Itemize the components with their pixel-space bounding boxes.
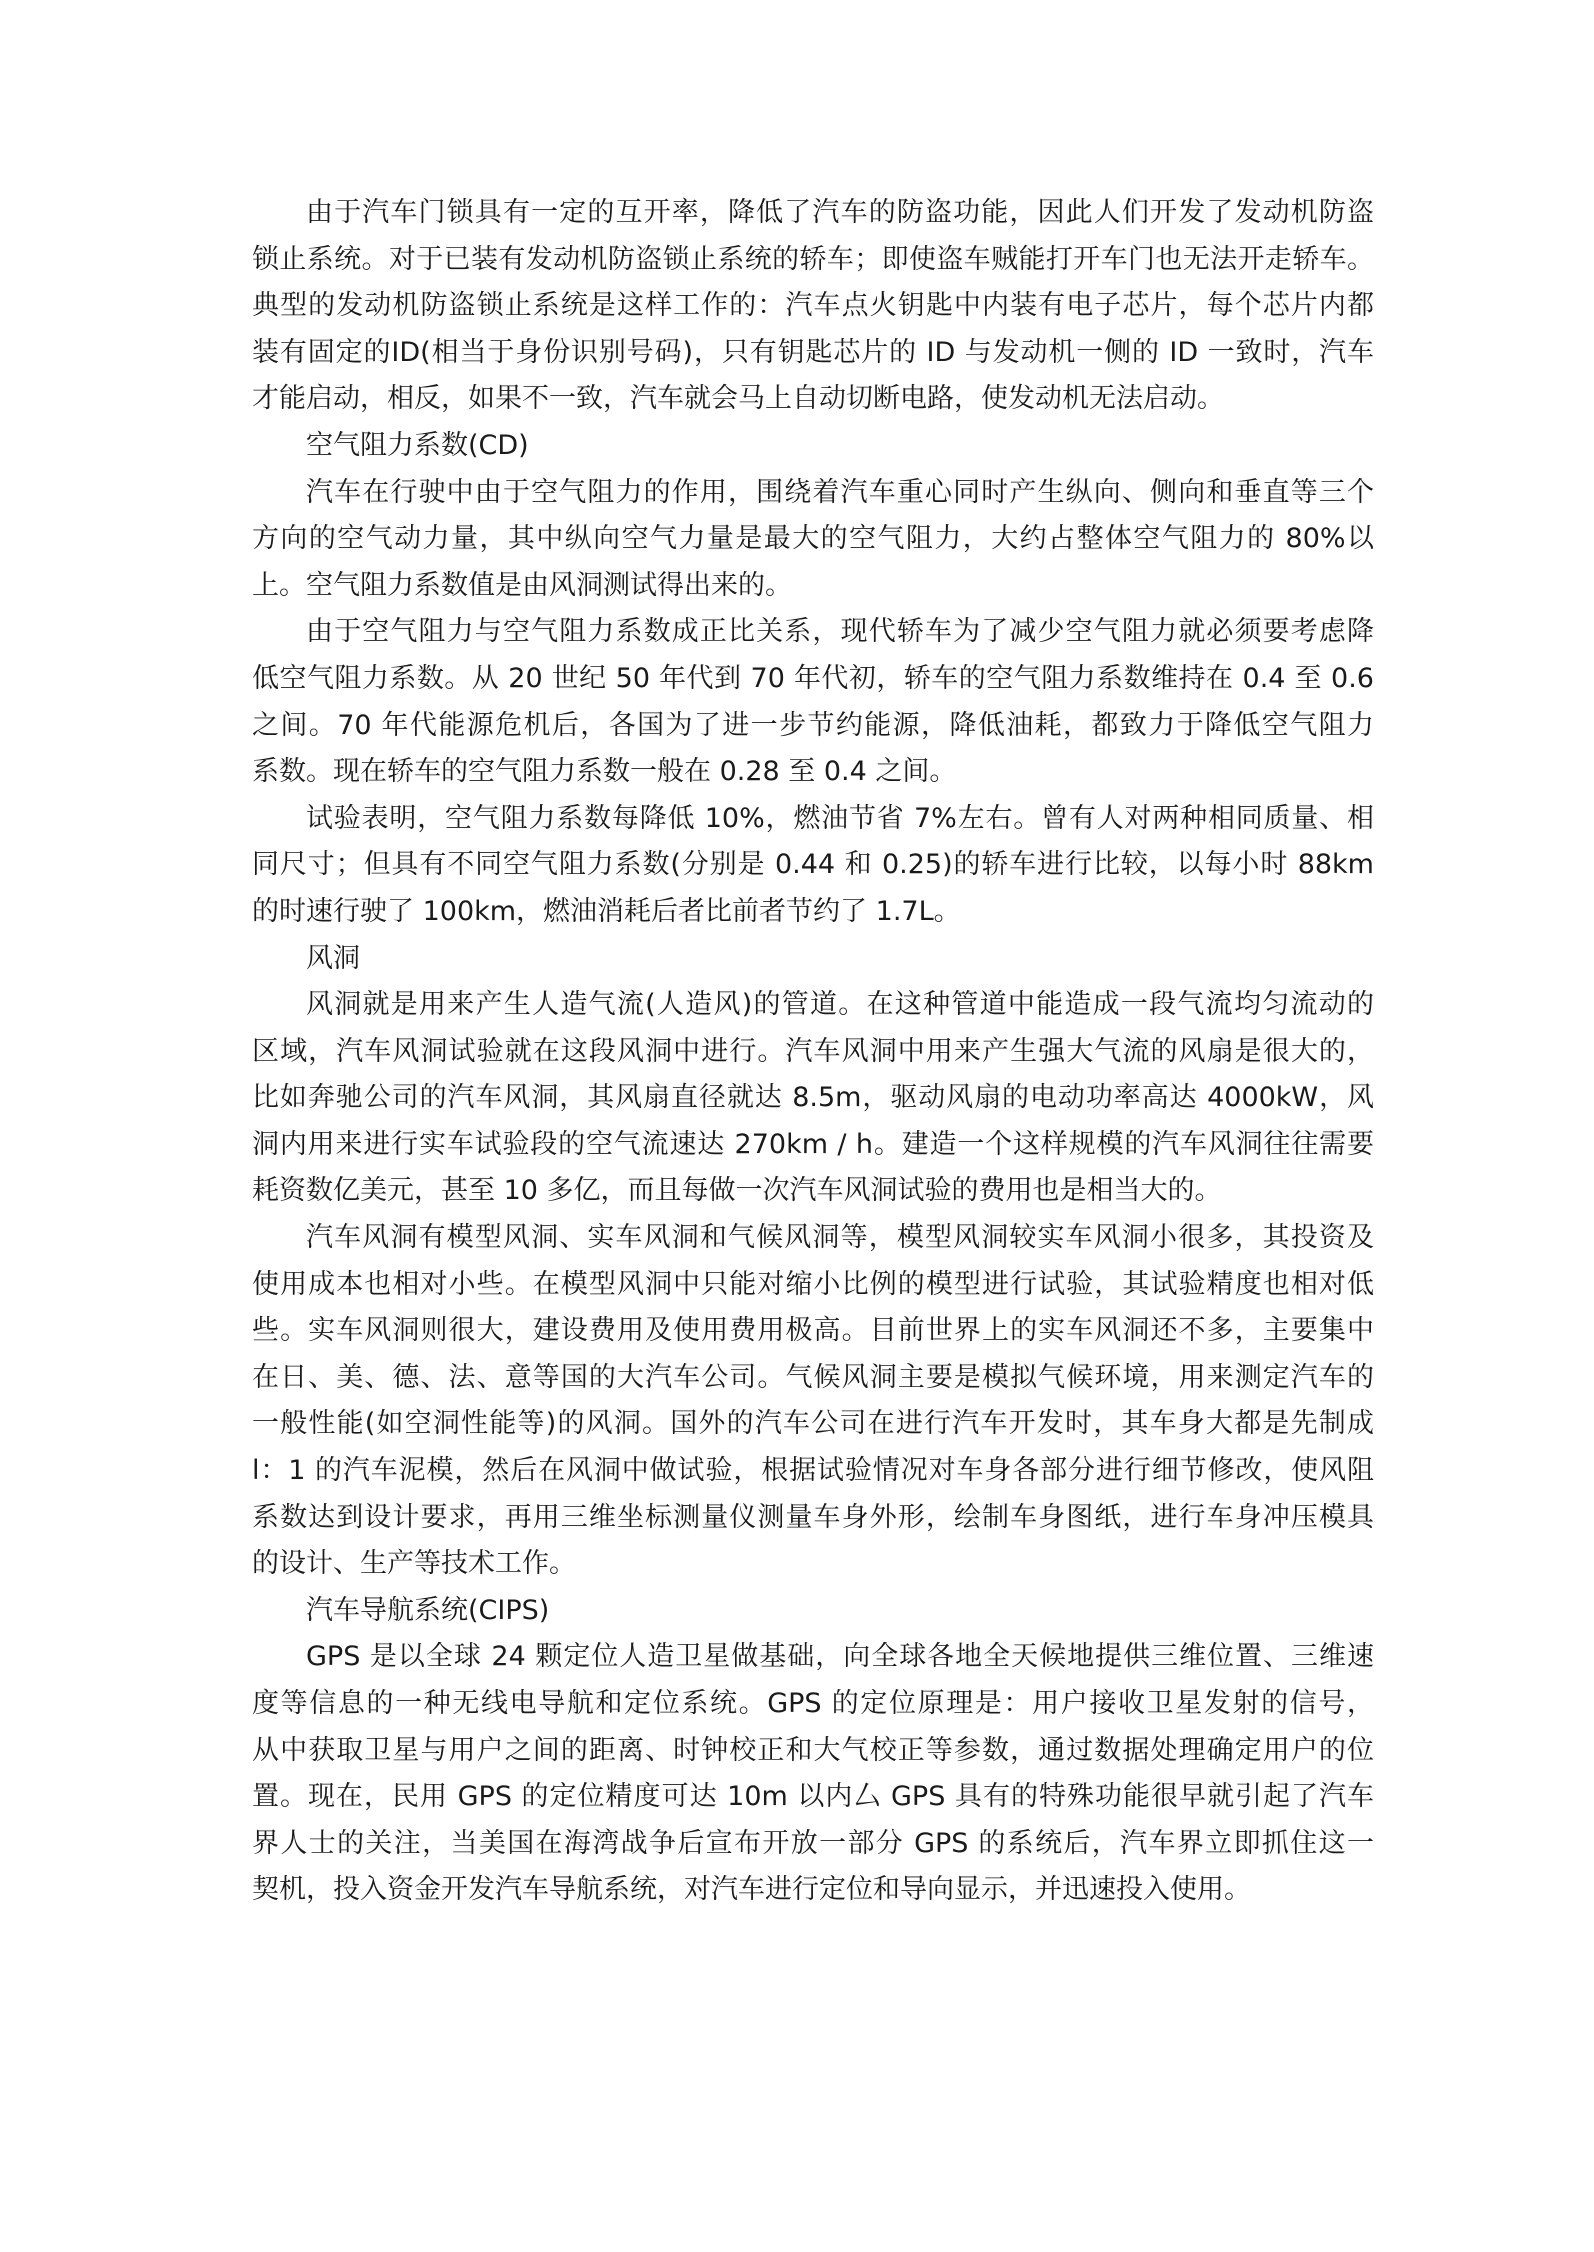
text-line: 在日、美、德、法、意等国的大汽车公司。气候风洞主要是模拟气候环境，用来测定汽车的: [252, 1361, 1374, 1393]
text-line: 系数达到设计要求，再用三维坐标测量仪测量车身外形，绘制车身图纸，进行车身冲压模具: [252, 1501, 1374, 1533]
text-line: 由于空气阻力与空气阻力系数成正比关系，现代轿车为了减少空气阻力就必须要考虑降: [306, 616, 1374, 648]
text-line: 系数。现在轿车的空气阻力系数一般在 0.28 至 0.4 之间。: [252, 756, 957, 788]
text-line: l：1 的汽车泥模，然后在风洞中做试验，根据试验情况对车身各部分进行细节修改，使风阻: [252, 1455, 1374, 1487]
text-line: 界人士的关注，当美国在海湾战争后宣布开放一部分 GPS 的系统后，汽车界立即抓住这一: [252, 1827, 1374, 1859]
text-line: 空气阻力系数(CD): [306, 429, 529, 461]
text-line: 锁止系统。对于已装有发动机防盗锁止系统的轿车；即使盗车贼能打开车门也无法开走轿车。: [252, 243, 1374, 275]
text-line: 些。实车风洞则很大，建设费用及使用费用极高。目前世界上的实车风洞还不多，主要集中: [252, 1315, 1374, 1347]
text-line: 典型的发动机防盗锁止系统是这样工作的：汽车点火钥匙中内装有电子芯片，每个芯片内都: [252, 290, 1374, 322]
text-line: 置。现在，民用 GPS 的定位精度可达 10m 以内厶 GPS 具有的特殊功能很早就引起了汽车: [252, 1781, 1374, 1813]
text-line: 低空气阻力系数。从 20 世纪 50 年代到 70 年代初，轿车的空气阻力系数维持在 0.4 至 0.6: [252, 662, 1374, 694]
text-line: 同尺寸；但具有不同空气阻力系数(分别是 0.44 和 0.25)的轿车进行比较，以每小时 88km: [252, 849, 1374, 881]
text-line: 装有固定的ID(相当于身份识别号码)，只有钥匙芯片的 ID 与发动机一侧的 ID 一致时，汽车: [252, 336, 1374, 368]
text-line: 区域，汽车风洞试验就在这段风洞中进行。汽车风洞中用来产生强大气流的风扇是很大的，: [252, 1035, 1374, 1067]
text-line: 契机，投入资金开发汽车导航系统，对汽车进行定位和导向显示，并迅速投入使用。: [252, 1874, 1251, 1906]
text-line: 风洞: [306, 942, 360, 974]
document-body: [252, 190, 1374, 1914]
text-line: 的设计、生产等技术工作。: [252, 1548, 576, 1580]
text-line: 度等信息的一种无线电导航和定位系统。GPS 的定位原理是：用户接收卫星发射的信号，: [252, 1688, 1374, 1719]
text-line: 洞内用来进行实车试验段的空气流速达 270km / h。建造一个这样规模的汽车风洞往往需要: [252, 1128, 1374, 1160]
text-line: 之间。70 年代能源危机后，各国为了进一步节约能源，降低油耗，都致力于降低空气阻力: [252, 709, 1374, 741]
text-line: 方向的空气动力量，其中纵向空气力量是最大的空气阻力，大约占整体空气阻力的 80%以: [252, 523, 1374, 555]
text-line: 才能启动，相反，如果不一致，汽车就会马上自动切断电路，使发动机无法启动。: [252, 383, 1224, 415]
text-line: GPS 是以全球 24 颗定位人造卫星做基础，向全球各地全天候地提供三维位置、三维速: [306, 1641, 1374, 1673]
text-line: 风洞就是用来产生人造气流(人造风)的管道。在这种管道中能造成一段气流均匀流动的: [306, 989, 1374, 1021]
text-line: 上。空气阻力系数值是由风洞测试得出来的。: [252, 569, 792, 601]
text-line: 使用成本也相对小些。在模型风洞中只能对缩小比例的模型进行试验，其试验精度也相对低: [252, 1268, 1374, 1300]
text-line: 汽车风洞有模型风洞、实车风洞和气候风洞等，模型风洞较实车风洞小很多，其投资及: [306, 1222, 1374, 1254]
text-line: 耗资数亿美元，甚至 10 多亿，而且每做一次汽车风洞试验的费用也是相当大的。: [252, 1175, 1222, 1207]
text-line: 一般性能(如空洞性能等)的风洞。国外的汽车公司在进行汽车开发时，其车身大都是先制成: [252, 1408, 1374, 1440]
text-line: 从中获取卫星与用户之间的距离、时钟校正和大气校正等参数，通过数据处理确定用户的位: [252, 1734, 1374, 1766]
text-line: 由于汽车门锁具有一定的互开率，降低了汽车的防盗功能，因此人们开发了发动机防盗: [306, 197, 1374, 228]
text-line: 汽车导航系统(CIPS): [306, 1594, 550, 1626]
text-line: 的时速行驶了 100km，燃油消耗后者比前者节约了 1.7L。: [252, 895, 961, 927]
text-line: 比如奔驰公司的汽车风洞，其风扇直径就达 8.5m，驱动风扇的电动功率高达 4000kW，风: [252, 1082, 1374, 1114]
text-line: 汽车在行驶中由于空气阻力的作用，围绕着汽车重心同时产生纵向、侧向和垂直等三个: [306, 476, 1374, 508]
text-line: 试验表明，空气阻力系数每降低 10%，燃油节省 7%左右。曾有人对两种相同质量、相: [306, 802, 1374, 834]
